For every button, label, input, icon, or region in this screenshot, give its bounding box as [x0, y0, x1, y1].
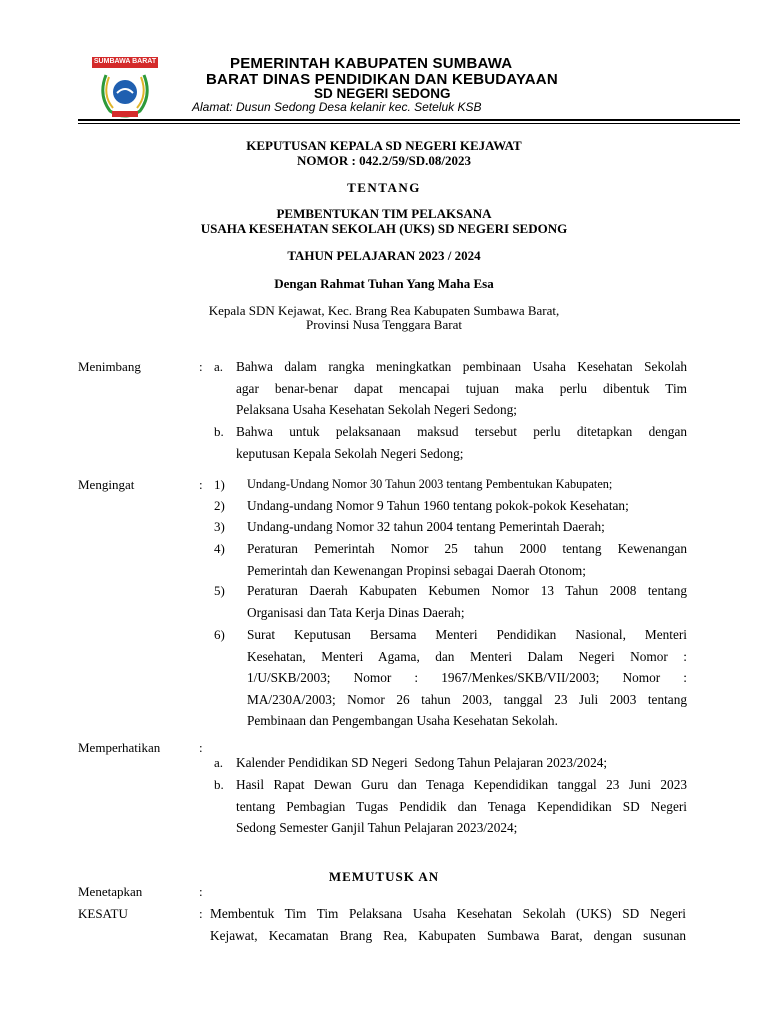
decree-issuer-line1: Kepala SDN Kejawat, Kec. Brang Rea Kabupaten Sumbawa Barat, [208, 303, 560, 318]
text-line: Undang-undang Nomor 32 tahun 2004 tentang Pemerintah Daerah; [247, 519, 605, 534]
text-line: Kalender Pendidikan SD Negeri Sedong Tahun Pelajaran 2023/2024; [236, 755, 608, 770]
menimbang-item-a [236, 356, 687, 421]
menimbang-colon: : [199, 359, 203, 374]
letterhead-line3: SD NEGERI SEDONG [314, 86, 451, 101]
text-line: Peraturan Pemerintah Nomor 25 tahun 2000 tentang Kewenangan [247, 541, 687, 556]
text-line: Bahwa untuk pelaksanaan maksud tersebut perlu ditetapkan dengan [236, 424, 687, 439]
text-line: tentang Pembagian Tugas Pendidik dan Tenaga Kependidikan SD Negeri [236, 798, 687, 814]
memperhatikan-colon: : [199, 740, 203, 755]
mengingat-marker-4: 4) [214, 541, 225, 556]
menimbang-item-b [236, 421, 687, 464]
decree-issuer-line2: Provinsi Nusa Tenggara Barat [306, 317, 462, 332]
menetapkan-colon: : [199, 884, 203, 899]
letterhead-rule-thick [78, 119, 740, 121]
text-line: Surat Keputusan Bersama Menteri Pendidikan Nasional, Menteri [247, 627, 687, 642]
text-line: Pembinaan dan Pengembangan Usaha Kesehatan Sekolah. [247, 713, 558, 728]
menetapkan-label: Menetapkan [78, 884, 143, 899]
decree-year: TAHUN PELAJARAN 2023 / 2024 [287, 248, 481, 263]
logo-text: SUMBAWA BARAT [93, 58, 157, 65]
kesatu-colon: : [199, 906, 203, 921]
text-line: Bahwa dalam rangka meningkatkan pembinaan Usaha Kesehatan Sekolah [236, 359, 687, 374]
memperhatikan-item-a [236, 752, 687, 774]
district-logo [88, 55, 162, 121]
mengingat-item-4 [247, 538, 687, 581]
kesatu-text [210, 903, 686, 946]
mengingat-colon: : [199, 477, 203, 492]
letterhead-address: Alamat: Dusun Sedong Desa kelanir kec. Seteluk KSB [192, 100, 482, 114]
text-line: Organisasi dan Tata Kerja Dinas Daerah; [247, 604, 465, 620]
mengingat-label: Mengingat [78, 477, 135, 492]
text-line: Peraturan Daerah Kabupaten Kebumen Nomor 13 Tahun 2008 tentang [247, 583, 687, 598]
text-line: Membentuk Tim Tim Pelaksana Usaha Kesehatan Sekolah (UKS) SD Negeri [210, 906, 686, 921]
decision-heading: MEMUTUSK AN [328, 869, 440, 884]
memperhatikan-item-b [236, 774, 687, 839]
decree-title: KEPUTUSAN KEPALA SD NEGERI KEJAWAT [246, 138, 522, 153]
text-line: Sedong Semester Ganjil Tahun Pelajaran 2023/2024; [236, 820, 518, 835]
decree-blessing: Dengan Rahmat Tuhan Yang Maha Esa [274, 276, 494, 291]
letterhead-line1: PEMERINTAH KABUPATEN SUMBAWA [230, 55, 513, 72]
mengingat-item-2 [247, 495, 687, 517]
decree-subject-line1: PEMBENTUKAN TIM PELAKSANA [276, 206, 492, 221]
letterhead-rule-thin [78, 123, 740, 124]
text-line: agar benar-benar dapat mencapai tujuan maka perlu dibentuk Tim [236, 380, 687, 396]
letterhead-line2: BARAT DINAS PENDIDIKAN DAN KEBUDAYAAN [206, 71, 558, 88]
text-line: 1/U/SKB/2003; Nomor : 1967/Menkes/SKB/VII/2003; Nomor : [247, 670, 687, 685]
decree-about: TENTANG [347, 180, 421, 195]
text-line: Undang-Undang Nomor 30 Tahun 2003 tentang Pembentukan Kabupaten; [247, 477, 613, 491]
mengingat-marker-6: 6) [214, 627, 225, 642]
text-line: Kesehatan, Menteri Agama, dan Menteri Dalam Negeri Nomor : [247, 648, 687, 664]
kesatu-label: KESATU [78, 906, 128, 921]
mengingat-marker-2: 2) [214, 498, 225, 513]
text-line: Pemerintah dan Kewenangan Propinsi sebagai Daerah Otonom; [247, 562, 586, 578]
decree-number: NOMOR : 042.2/59/SD.08/2023 [296, 153, 472, 168]
decree-subject-line2: USAHA KESEHATAN SEKOLAH (UKS) SD NEGERI SEDONG [200, 221, 568, 236]
text-line: keputusan Kepala Sekolah Negeri Sedong; [236, 445, 464, 461]
text-line: Undang-undang Nomor 9 Tahun 1960 tentang pokok-pokok Kesehatan; [247, 498, 629, 513]
mengingat-marker-5: 5) [214, 583, 225, 598]
memperhatikan-marker-b: b. [214, 777, 224, 792]
memperhatikan-marker-a: a. [214, 755, 224, 770]
text-line: Kejawat, Kecamatan Brang Rea, Kabupaten Sumbawa Barat, dengan susunan [210, 927, 686, 943]
memperhatikan-label: Memperhatikan [78, 740, 161, 755]
text-line: Pelaksana Usaha Kesehatan Sekolah Negeri Sedong; [236, 402, 517, 417]
menimbang-marker-a: a. [214, 359, 224, 374]
text-line: MA/230A/2003; Nomor 26 tahun 2003, tanggal 23 Juli 2003 tentang [247, 691, 687, 707]
mengingat-item-3 [247, 516, 687, 538]
mengingat-item-6 [247, 624, 687, 732]
menimbang-marker-b: b. [214, 424, 224, 439]
mengingat-item-1 [247, 474, 687, 496]
mengingat-marker-3: 3) [214, 519, 225, 534]
text-line: Hasil Rapat Dewan Guru dan Tenaga Kependidikan tanggal 23 Juni 2023 [236, 777, 687, 792]
mengingat-marker-1: 1) [214, 477, 225, 492]
menimbang-label: Menimbang [78, 359, 141, 374]
mengingat-item-5 [247, 580, 687, 623]
